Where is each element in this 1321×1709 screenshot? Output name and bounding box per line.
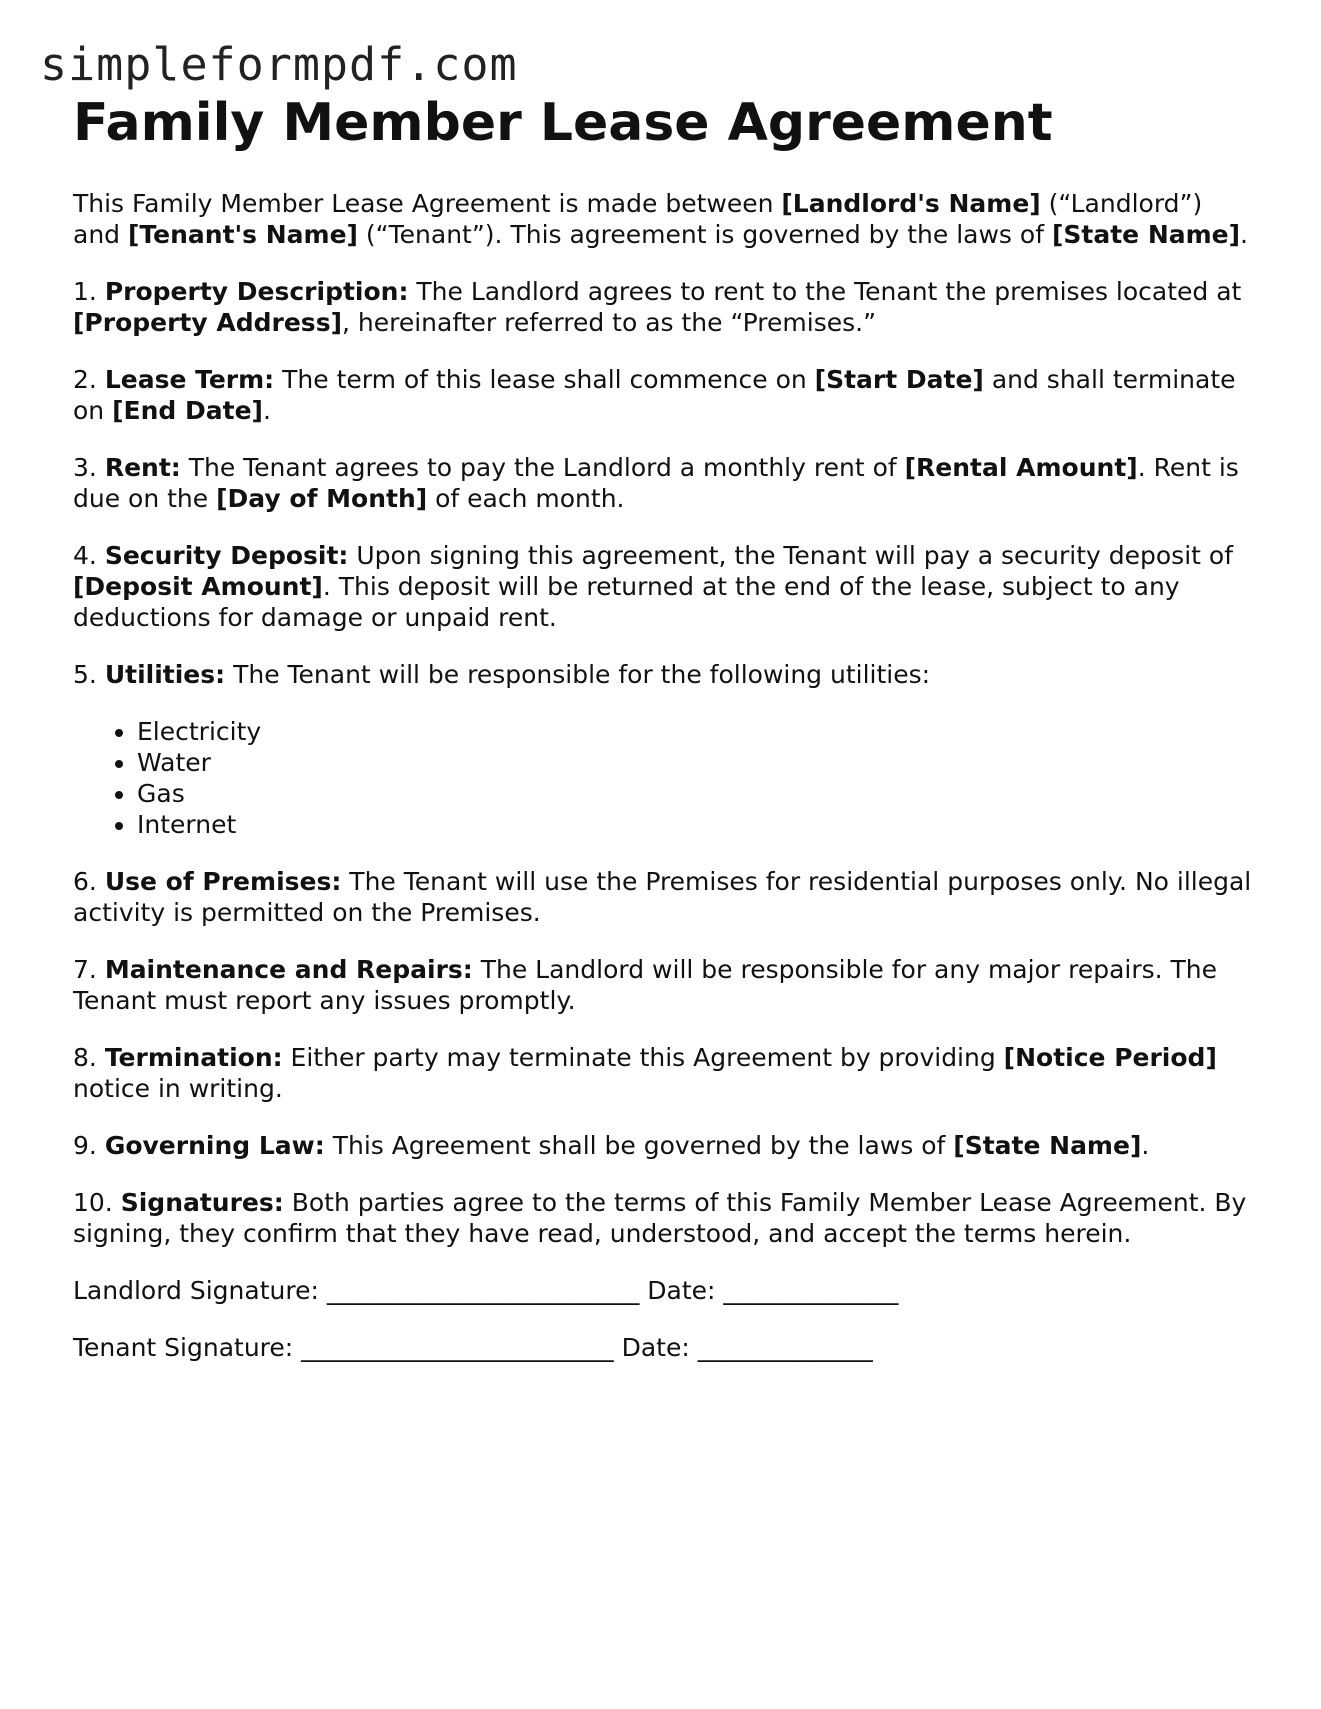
section-text: . (1141, 1131, 1150, 1161)
utilities-list (73, 716, 1253, 840)
site-watermark: simpleformpdf.com (40, 38, 518, 91)
section-maintenance-repairs (73, 954, 1253, 1016)
section-text: . (262, 396, 271, 426)
section-number: 7. (73, 955, 105, 985)
section-number: 8. (73, 1043, 105, 1073)
tenant-name-placeholder: [Tenant's Name] (127, 220, 358, 250)
list-item: • Gas (137, 778, 1253, 809)
section-heading: Maintenance and Repairs: (104, 955, 473, 985)
section-text: of each month. (427, 484, 625, 514)
state-name-placeholder: [State Name] (1051, 220, 1241, 250)
state-name-placeholder: [State Name] (953, 1131, 1142, 1161)
section-text: . Rent is due on the (73, 453, 1239, 514)
end-date-placeholder: [End Date] (112, 396, 263, 426)
section-termination (73, 1042, 1253, 1104)
section-text: The Tenant will be responsible for the following utilities: (225, 660, 931, 690)
section-lease-term (73, 364, 1253, 426)
section-text: , hereinafter referred to as the “Premises.” (342, 308, 877, 338)
intro-text-2: (“Landlord”) and (73, 189, 1203, 250)
section-heading: Rent: (104, 453, 181, 483)
section-text: The term of this lease shall commence on (274, 365, 815, 395)
section-text: and shall terminate on (73, 365, 1236, 426)
section-utilities (73, 659, 1253, 690)
section-text: The Landlord will be responsible for any major repairs. The Tenant must report any issues promptly. (73, 955, 1218, 1016)
section-text: This Agreement shall be governed by the laws of (324, 1131, 954, 1161)
list-item: • Internet (137, 809, 1253, 840)
intro-text-1: This Family Member Lease Agreement is made between (73, 189, 782, 219)
landlord-name-placeholder: [Landlord's Name] (781, 189, 1041, 219)
document-title: Family Member Lease Agreement (73, 93, 1053, 153)
section-text: The Landlord agrees to rent to the Tenant the premises located at (408, 277, 1242, 307)
section-text: Both parties agree to the terms of this Family Member Lease Agreement. By signing, they confirm that they have read, understood, and accept the terms herein. (73, 1188, 1247, 1249)
section-signatures (73, 1187, 1253, 1249)
section-heading: Use of Premises: (104, 867, 342, 897)
list-item: • Water (137, 747, 1253, 778)
section-number: 9. (73, 1131, 105, 1161)
section-heading: Governing Law: (104, 1131, 325, 1161)
section-number: 1. (73, 277, 105, 307)
tenant-signature-line: Tenant Signature: _________________________ Date: ______________ (73, 1333, 873, 1363)
section-number: 6. (73, 867, 105, 897)
day-of-month-placeholder: [Day of Month] (216, 484, 428, 514)
section-security-deposit (73, 540, 1253, 633)
section-text: . This deposit will be returned at the end of the lease, subject to any deductions for damage or unpaid rent. (73, 572, 1180, 633)
intro-text-3: (“Tenant”). This agreement is governed by the laws of (357, 220, 1052, 250)
rental-amount-placeholder: [Rental Amount] (904, 453, 1138, 483)
section-text: The Tenant agrees to pay the Landlord a monthly rent of (180, 453, 905, 483)
section-governing-law (73, 1130, 1253, 1161)
section-text: notice in writing. (73, 1074, 283, 1104)
section-heading: Property Description: (104, 277, 409, 307)
section-heading: Security Deposit: (104, 541, 349, 571)
section-number: 4. (73, 541, 105, 571)
section-text: The Tenant will use the Premises for residential purposes only. No illegal activity is permitted on the Premises. (73, 867, 1252, 928)
section-heading: Lease Term: (104, 365, 275, 395)
notice-period-placeholder: [Notice Period] (1003, 1043, 1217, 1073)
property-address-placeholder: [Property Address] (73, 308, 342, 338)
intro-text-4: . (1240, 220, 1248, 250)
section-number: 3. (73, 453, 105, 483)
landlord-signature-line: Landlord Signature: _________________________ Date: ______________ (73, 1276, 899, 1306)
section-rent (73, 452, 1253, 514)
intro-paragraph (73, 188, 1253, 250)
section-heading: Utilities: (104, 660, 226, 690)
section-number: 5. (73, 660, 105, 690)
section-text: Upon signing this agreement, the Tenant will pay a security deposit of (348, 541, 1233, 571)
deposit-amount-placeholder: [Deposit Amount] (73, 572, 323, 602)
section-use-of-premises (73, 866, 1253, 928)
section-heading: Signatures: (120, 1188, 284, 1218)
section-number: 10. (73, 1188, 121, 1218)
section-text: Either party may terminate this Agreement by providing (282, 1043, 1004, 1073)
section-property-description (73, 276, 1253, 338)
section-number: 2. (73, 365, 105, 395)
list-item: • Electricity (137, 716, 1253, 747)
lease-document (73, 92, 1253, 1363)
section-heading: Termination: (104, 1043, 283, 1073)
start-date-placeholder: [Start Date] (814, 365, 984, 395)
